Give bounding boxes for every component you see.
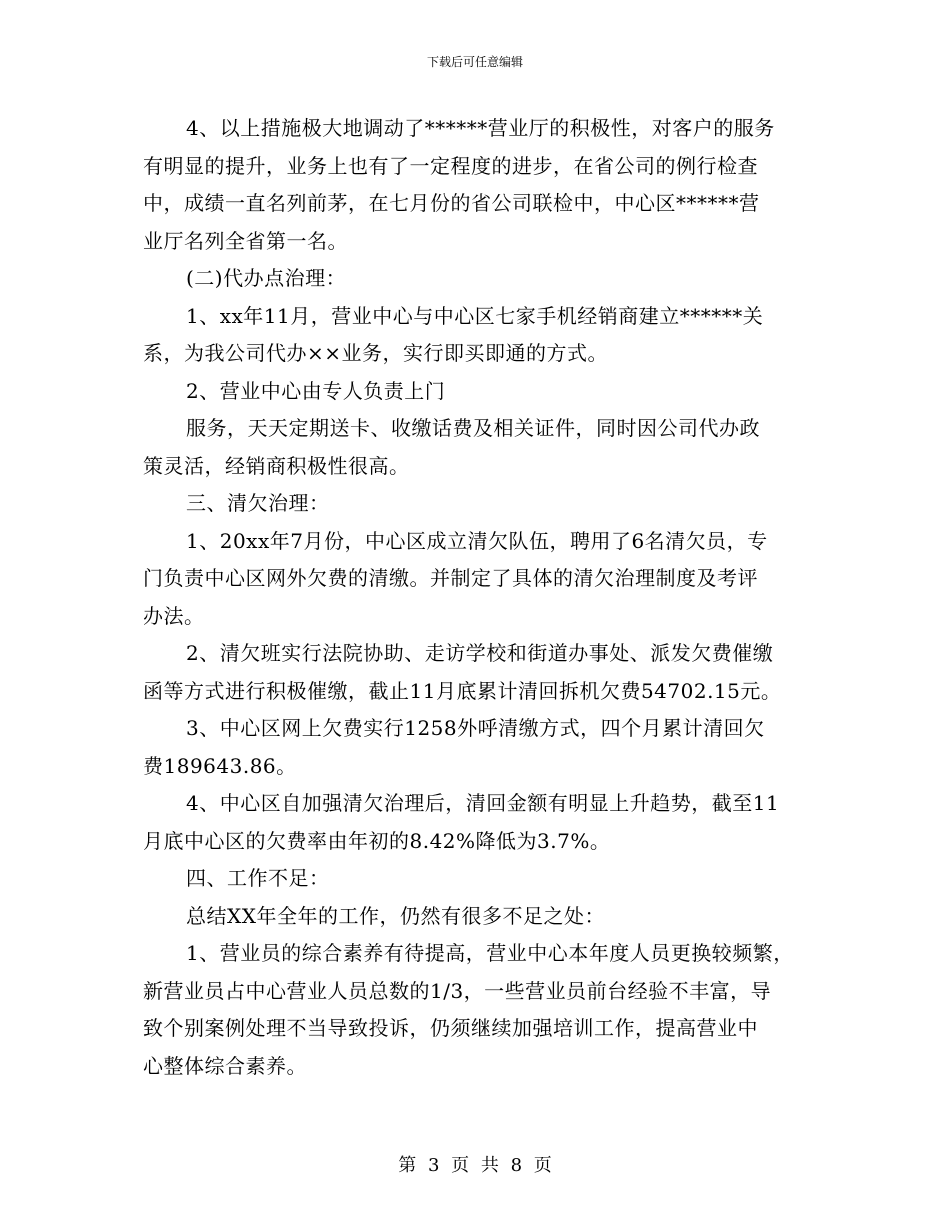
text-line: 门负责中心区网外欠费的清缴。并制定了具体的清欠治理制度及考评 — [143, 566, 758, 590]
section-heading: 四、工作不足： — [186, 866, 330, 890]
text-line: 心整体综合素养。 — [143, 1053, 307, 1078]
text-line: 4、以上措施极大地调动了******营业厅的积极性，对客户的服务 — [186, 116, 775, 140]
text-line: 函等方式进行积极催缴，截止11月底累计清回拆机欠费54702.15元。 — [143, 678, 782, 703]
text-line: 有明显的提升，业务上也有了一定程度的进步，在省公司的例行检查 — [143, 153, 758, 178]
text-line: 费189643.86。 — [143, 753, 297, 778]
text-line: 总结XX年全年的工作，仍然有很多不足之处： — [186, 903, 605, 928]
page-number-footer: 第 3 页 共 8 页 — [398, 1155, 552, 1176]
text-line: 1、20xx年7月份，中心区成立清欠队伍，聘用了6名清欠员，专 — [186, 528, 768, 553]
document-body — [143, 110, 813, 1085]
text-line: 业厅名列全省第一名。 — [143, 228, 348, 253]
section-heading: (二)代办点治理： — [186, 266, 347, 290]
text-line: 1、营业员的综合素养有待提高，营业中心本年度人员更换较频繁， — [186, 941, 794, 965]
text-line: 3、中心区网上欠费实行1258外呼清缴方式，四个月累计清回欠 — [186, 716, 765, 740]
text-line: 2、清欠班实行法院协助、走访学校和街道办事处、派发欠费催缴 — [186, 641, 774, 665]
text-line: 中，成绩一直名列前茅，在七月份的省公司联检中，中心区******营 — [143, 191, 760, 215]
page-header: 下载后可任意编辑 — [426, 55, 523, 69]
text-line: 1、xx年11月，营业中心与中心区七家手机经销商建立******关 — [186, 303, 764, 328]
text-line: 4、中心区自加强清欠治理后，清回金额有明显上升趋势，截至11 — [186, 791, 780, 815]
text-line: 2、营业中心由专人负责上门 — [186, 378, 446, 403]
text-line: 策灵活，经销商积极性很高。 — [143, 453, 410, 478]
text-line: 致个别案例处理不当导致投诉，仍须继续加强培训工作，提高营业中 — [143, 1016, 758, 1040]
text-line: 月底中心区的欠费率由年初的8.42%降低为3.7%。 — [143, 828, 611, 853]
text-line: 服务，天天定期送卡、收缴话费及相关证件，同时因公司代办政 — [186, 416, 760, 440]
text-line: 新营业员占中心营业人员总数的1/3，一些营业员前台经验不丰富，导 — [143, 978, 772, 1003]
section-heading: 三、清欠治理： — [186, 491, 330, 515]
text-line: 办法。 — [143, 603, 205, 628]
text-line: 系，为我公司代办××业务，实行即买即通的方式。 — [143, 341, 609, 365]
